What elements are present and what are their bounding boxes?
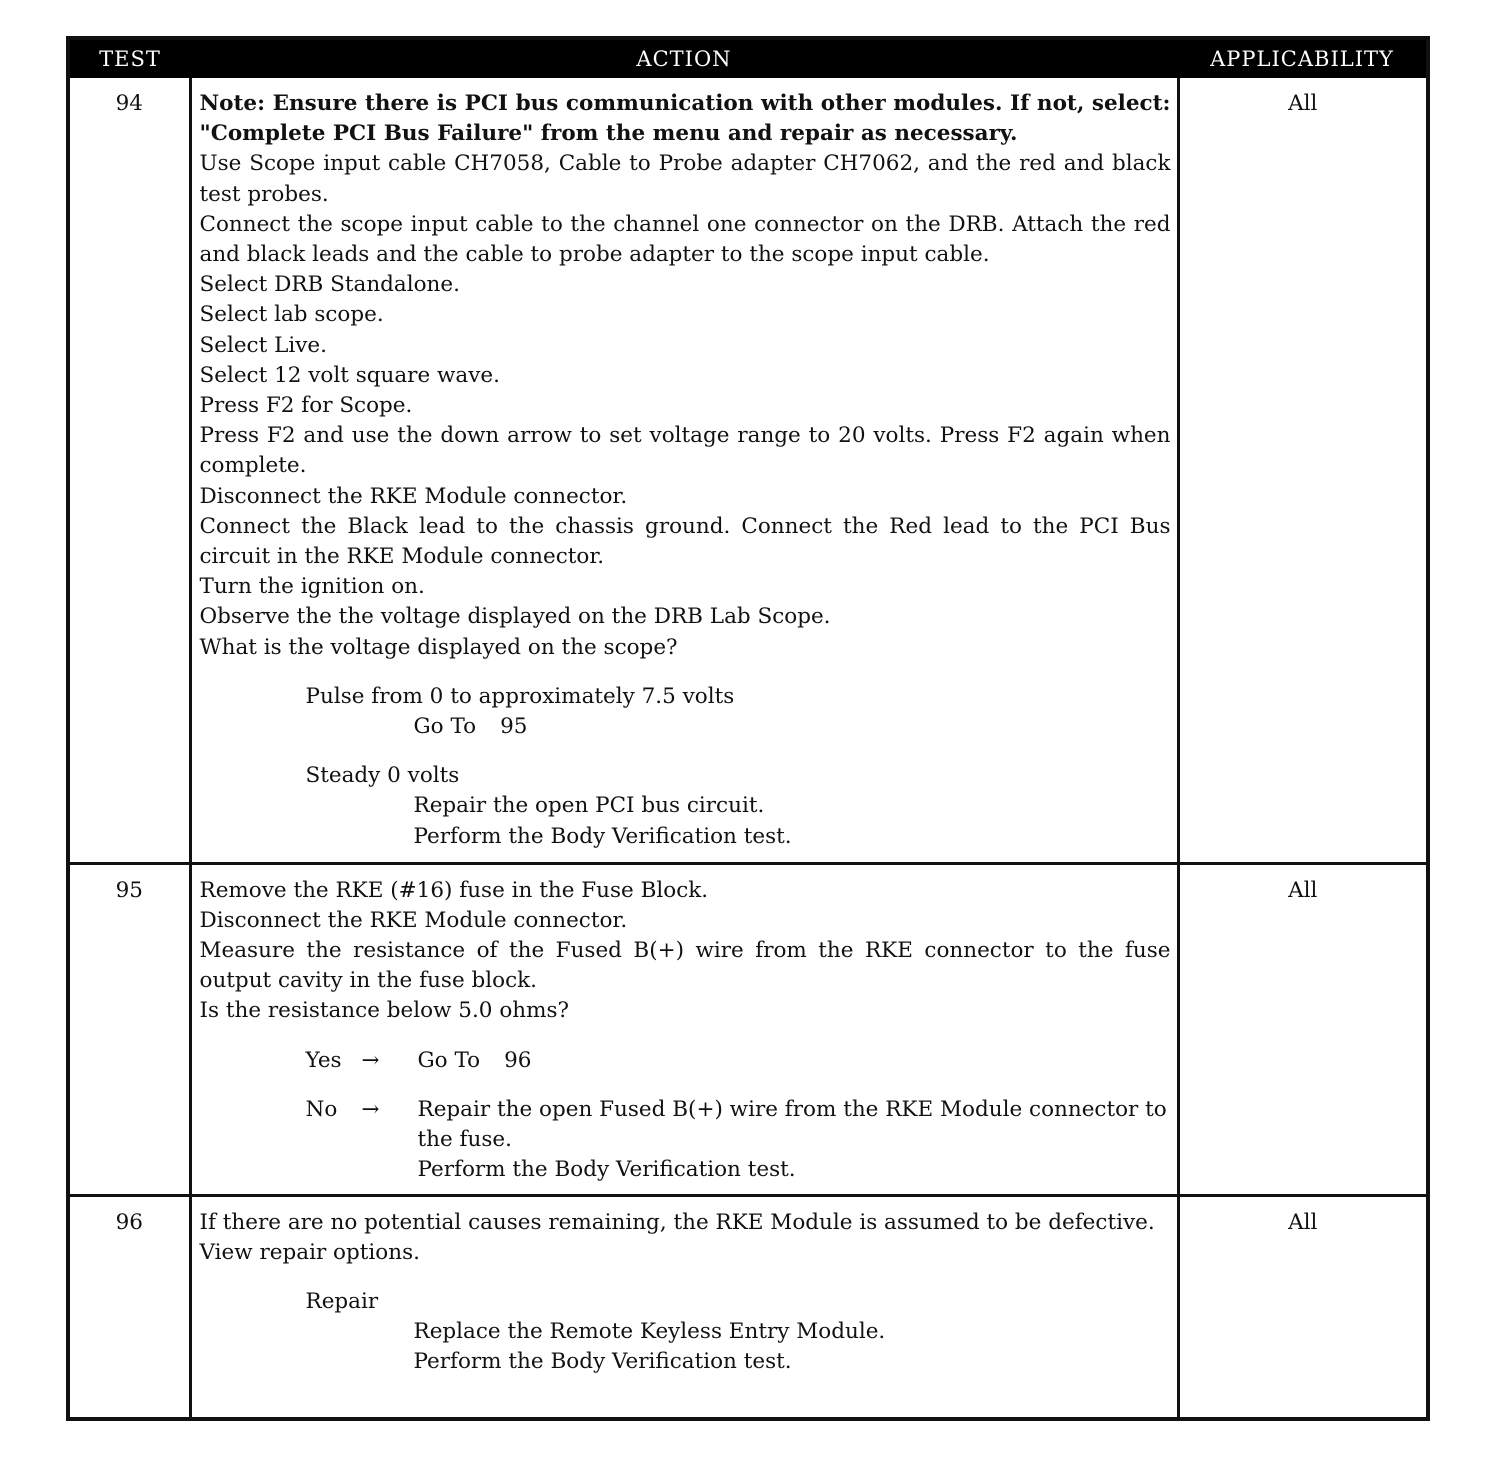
step-text: Measure the resistance of the Fused B(+) wire from the RKE connector to the fuse output cavity in the fuse block. <box>199 937 1171 994</box>
goto-text: Go To <box>413 714 477 740</box>
table-header <box>70 40 1426 78</box>
applicability-value: All <box>1178 1195 1426 1417</box>
arrow-right-icon: → <box>361 1096 380 1122</box>
step-text: Select Live. <box>199 332 327 358</box>
option-label: No <box>305 1096 338 1122</box>
action-cell <box>190 1195 1178 1417</box>
test-number: 94 <box>70 78 190 863</box>
step-text: Disconnect the RKE Module connector. <box>199 483 628 509</box>
step-text: Remove the RKE (#16) fuse in the Fuse Block. <box>199 877 709 903</box>
result-text: Repair the open PCI bus circuit. <box>413 793 765 819</box>
table-row-test-94 <box>70 78 1426 863</box>
goto-text: Go To <box>417 1047 481 1073</box>
step-text: Select 12 volt square wave. <box>199 362 500 388</box>
answer-option-no <box>306 1095 1171 1186</box>
goto-number: 96 <box>504 1047 532 1073</box>
result-text: Perform the Body Verification test. <box>413 1349 792 1375</box>
result-text: Repair the open Fused B(+) wire from the RKE Module connector to the fuse. <box>417 1096 1167 1152</box>
step-text: Disconnect the RKE Module connector. <box>199 907 628 933</box>
table-row-test-95 <box>70 863 1426 1195</box>
step-text: Is the resistance below 5.0 ohms? <box>199 998 570 1024</box>
step-text: Observe the the voltage displayed on the DRB Lab Scope. <box>199 604 831 630</box>
step-text: Press F2 for Scope. <box>199 393 413 419</box>
goto-number: 95 <box>500 714 528 740</box>
step-text: View repair options. <box>199 1239 420 1265</box>
goto-instruction <box>418 1046 1171 1076</box>
option-label: Yes <box>305 1047 342 1073</box>
test-number: 95 <box>70 863 190 1195</box>
option-label: Pulse from 0 to approximately 7.5 volts <box>305 683 735 709</box>
result-text: Replace the Remote Keyless Entry Module. <box>413 1319 886 1345</box>
table-row-test-96 <box>70 1195 1426 1417</box>
header-action: ACTION <box>190 40 1178 78</box>
step-text: Connect the Black lead to the chassis ground. Connect the Red lead to the PCI Bus circuit in the RKE Module connector. <box>199 513 1171 570</box>
result-text: Perform the Body Verification test. <box>413 823 792 849</box>
header-test: TEST <box>70 40 190 78</box>
step-text: Select DRB Standalone. <box>199 272 460 298</box>
action-cell <box>190 863 1178 1195</box>
answer-option <box>200 682 1171 742</box>
step-text: Select lab scope. <box>199 302 384 328</box>
applicability-value: All <box>1288 91 1318 116</box>
step-text: Press F2 and use the down arrow to set voltage range to 20 volts. Press F2 again when complete. <box>199 423 1171 479</box>
header-applicability: APPLICABILITY <box>1178 40 1426 78</box>
goto-instruction <box>414 712 1171 742</box>
option-label: Steady 0 volts <box>305 763 460 789</box>
result-text: Perform the Body Verification test. <box>417 1157 796 1183</box>
answer-option-yes <box>306 1046 1171 1076</box>
diagnostic-procedure-table <box>66 36 1430 1421</box>
note-text: Note: Ensure there is PCI bus communication with other modules. If not, select: "Complete PCI Bus Failure" from the menu and repair as necessary. <box>199 91 1171 147</box>
step-text: What is the voltage displayed on the scope? <box>199 634 678 660</box>
step-text: If there are no potential causes remaining, the RKE Module is assumed to be defective. <box>199 1209 1155 1235</box>
procedure-grid <box>70 40 1426 1417</box>
step-text: Connect the scope input cable to the channel one connector on the DRB. Attach the red and black leads and the cable to probe adapter to the scope input cable. <box>199 211 1171 268</box>
test-number: 96 <box>70 1195 190 1417</box>
step-text: Use Scope input cable CH7058, Cable to Probe adapter CH7062, and the red and black test probes. <box>199 151 1171 207</box>
answer-option <box>200 761 1171 852</box>
option-label: Repair <box>305 1288 379 1314</box>
step-text: Turn the ignition on. <box>199 574 425 600</box>
answer-option <box>200 1287 1171 1378</box>
result-group <box>418 1095 1171 1186</box>
arrow-right-icon: → <box>361 1047 380 1073</box>
applicability-value: All <box>1178 863 1426 1195</box>
action-cell <box>190 78 1178 863</box>
